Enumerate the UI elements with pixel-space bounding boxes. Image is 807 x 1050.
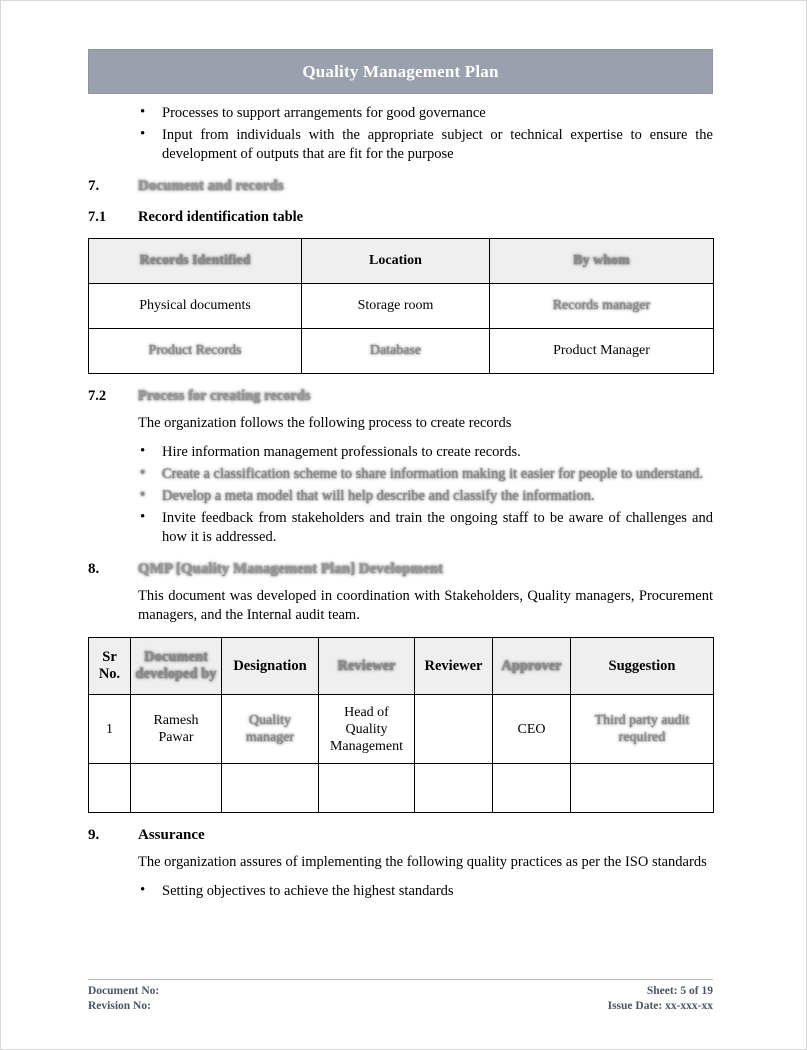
table-header-cell: Reviewer [415, 638, 493, 695]
table-cell: Third party audit required [571, 695, 714, 764]
table-cell [131, 764, 222, 813]
section-title: Assurance [138, 827, 205, 843]
page-title: Quality Management Plan [302, 61, 499, 81]
page-footer [88, 979, 713, 1014]
table-cell: 1 [89, 695, 131, 764]
subsection-number: 7.2 [88, 388, 107, 404]
qmp-development-table [88, 637, 714, 813]
footer-issue-date: Issue Date: xx-xxx-xx [607, 1000, 713, 1012]
table-header-cell: Designation [222, 638, 319, 695]
table-cell [415, 695, 493, 764]
section-heading-7-2 [88, 388, 713, 405]
table-header-cell: Sr No. [89, 638, 131, 695]
table-header-cell: Document developed by [131, 638, 222, 695]
section-number: 9. [88, 827, 100, 843]
subsection-title: Record identification table [138, 209, 304, 225]
table-cell [222, 764, 319, 813]
section-7-2-bullet-list [88, 443, 713, 547]
list-item: • Input from individuals with the appropriate subject or technical expertise to ensure the development of outputs that are fit for the purpose [88, 126, 713, 164]
subsection-title: Process for creating records [138, 388, 311, 404]
list-item: • Create a classification scheme to share information making it easier for people to understand. [88, 465, 713, 484]
section-heading-9 [88, 827, 713, 844]
list-item: • Setting objectives to achieve the highest standards [88, 882, 713, 901]
section-number: 8. [88, 561, 100, 577]
section-9-bullet-list [88, 882, 713, 901]
table-header-cell: Records Identified [89, 239, 302, 284]
table-cell [493, 764, 571, 813]
table-row [89, 695, 714, 764]
table-cell [89, 764, 131, 813]
table-cell: Product Records [89, 329, 302, 374]
section-number: 7. [88, 178, 100, 194]
table-header-row [89, 239, 714, 284]
section-heading-8 [88, 561, 713, 578]
table-cell: Database [302, 329, 490, 374]
section-heading-7-1 [88, 209, 713, 226]
table-header-cell: By whom [490, 239, 714, 284]
top-bullet-list [88, 104, 713, 164]
table-header-cell: Suggestion [571, 638, 714, 695]
list-item: • Hire information management professionals to create records. [88, 443, 713, 462]
footer-sheet: Sheet: 5 of 19 [646, 985, 713, 997]
list-item: • Develop a meta model that will help describe and classify the information. [88, 487, 713, 506]
table-row [89, 284, 714, 329]
footer-document-no-label: Document No: [88, 985, 160, 997]
table-cell: Records manager [490, 284, 714, 329]
section-9-paragraph: The organization assures of implementing the following quality practices as per the ISO standards [138, 854, 707, 870]
section-heading-7 [88, 178, 713, 195]
table-cell [571, 764, 714, 813]
document-title-bar [88, 49, 713, 94]
table-header-cell: Reviewer [319, 638, 415, 695]
table-cell [415, 764, 493, 813]
table-cell: Head of Quality Management [319, 695, 415, 764]
table-row [89, 764, 714, 813]
section-title: QMP [Quality Management Plan] Development [138, 561, 443, 577]
table-header-row [89, 638, 714, 695]
footer-revision-no-label: Revision No: [88, 1000, 151, 1012]
table-cell: Physical documents [89, 284, 302, 329]
section-title: Document and records [138, 178, 284, 194]
section-7-2-intro: The organization follows the following process to create records [138, 415, 512, 431]
table-cell: Ramesh Pawar [131, 695, 222, 764]
table-cell: Product Manager [490, 329, 714, 374]
record-identification-table [88, 238, 714, 374]
section-8-paragraph: This document was developed in coordination with Stakeholders, Quality managers, Procurement managers, and the Internal audit team. [138, 588, 713, 623]
document-content [88, 49, 713, 904]
subsection-number: 7.1 [88, 209, 107, 225]
table-cell [319, 764, 415, 813]
table-cell: Storage room [302, 284, 490, 329]
table-cell: Quality manager [222, 695, 319, 764]
table-header-cell: Location [302, 239, 490, 284]
table-row [89, 329, 714, 374]
list-item: • Processes to support arrangements for good governance [88, 104, 713, 123]
table-header-cell: Approver [493, 638, 571, 695]
list-item: • Invite feedback from stakeholders and train the ongoing staff to be aware of challenges and how it is addressed. [88, 509, 713, 547]
table-cell: CEO [493, 695, 571, 764]
